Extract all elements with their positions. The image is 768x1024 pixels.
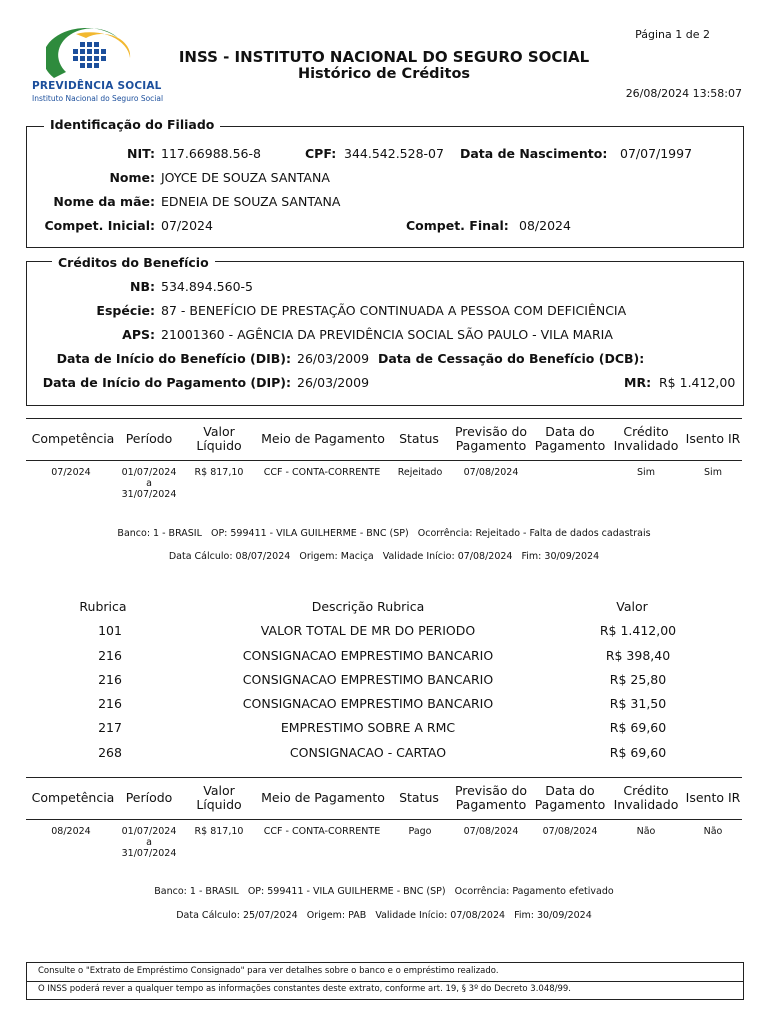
especie-value: 87 - BENEFÍCIO DE PRESTAÇÃO CONTINUADA A PESSOA COM DEFICIÊNCIA	[161, 303, 627, 318]
row-competencia: 07/2024	[51, 467, 91, 478]
aps-label: APS:	[122, 327, 155, 342]
filiado-legend: Identificação do Filiado	[44, 117, 220, 132]
header-previsao: Previsão do Pagamento	[454, 424, 528, 453]
rubrica-code: 216	[98, 672, 122, 687]
rubrica-valor: R$ 69,60	[609, 720, 667, 735]
footer-note-2: O INSS poderá rever a qualquer tempo as informações constantes deste extrato, conforme art. 19, § 3º do Decreto 3.048/99.	[38, 984, 572, 994]
logo-brand: PREVIDÊNCIA SOCIAL	[32, 80, 162, 92]
page-subtitle: Histórico de Créditos	[297, 66, 471, 82]
nascimento-label: Data de Nascimento:	[460, 146, 608, 161]
row-valor: R$ 817,10	[194, 826, 244, 837]
cpf-label: CPF:	[305, 146, 337, 161]
beneficio-legend: Créditos do Benefício	[52, 255, 215, 270]
cpf-value: 344.542.528-07	[344, 146, 444, 161]
mae-label: Nome da mãe:	[53, 194, 155, 209]
row-credito-invalidado: Não	[636, 826, 656, 837]
row-previsao: 07/08/2024	[463, 826, 519, 837]
header-competencia: Competência	[31, 431, 115, 446]
aps-value: 21001360 - AGÊNCIA DA PREVIDÊNCIA SOCIAL SÃO PAULO - VILA MARIA	[161, 327, 613, 342]
nit-value: 117.66988.56-8	[161, 146, 261, 161]
rubrica-valor: R$ 69,60	[609, 745, 667, 760]
compet-inicial-label: Compet. Inicial:	[44, 218, 155, 233]
header-credito-invalidado: Crédito Invalidado	[613, 424, 679, 453]
row-previsao: 07/08/2024	[463, 467, 519, 478]
header-meio-pagamento: Meio de Pagamento	[261, 790, 385, 805]
nascimento-value: 07/07/1997	[620, 146, 693, 161]
dib-value: 26/03/2009	[297, 351, 370, 366]
nit-label: NIT:	[127, 146, 155, 161]
descricao-header: Descrição Rubrica	[311, 599, 425, 614]
valor-header: Valor	[616, 599, 648, 614]
nome-value: JOYCE DE SOUZA SANTANA	[161, 170, 330, 185]
logo-subtitle: Instituto Nacional do Seguro Social	[32, 94, 164, 103]
header-meio-pagamento: Meio de Pagamento	[261, 431, 385, 446]
table-divider	[26, 418, 742, 419]
row-meio: CCF - CONTA-CORRENTE	[263, 467, 381, 478]
row-periodo: 01/07/2024 a 31/07/2024	[121, 826, 177, 859]
rubrica-valor: R$ 1.412,00	[599, 623, 677, 638]
row-meio: CCF - CONTA-CORRENTE	[263, 826, 381, 837]
row-valor: R$ 817,10	[194, 467, 244, 478]
rubrica-code: 216	[98, 696, 122, 711]
header-credito-invalidado: Crédito Invalidado	[613, 783, 679, 812]
rubrica-valor: R$ 31,50	[609, 696, 667, 711]
header-valor-liquido: Valor Líquido	[196, 783, 242, 812]
row-data-pagamento: 07/08/2024	[542, 826, 598, 837]
compet-inicial-value: 07/2024	[161, 218, 213, 233]
nb-value: 534.894.560-5	[161, 279, 253, 294]
compet-final-value: 08/2024	[519, 218, 571, 233]
table-divider	[26, 460, 742, 461]
rubrica-valor: R$ 398,40	[605, 648, 671, 663]
rubrica-code: 216	[98, 648, 122, 663]
rubrica-header: Rubrica	[79, 599, 127, 614]
header-previsao: Previsão do Pagamento	[454, 783, 528, 812]
header-status: Status	[399, 431, 439, 446]
compet-final-label: Compet. Final:	[406, 218, 509, 233]
header-isento-ir: Isento IR	[685, 431, 741, 446]
rubrica-descricao: CONSIGNACAO - CARTAO	[289, 745, 447, 760]
header-data-pagamento: Data do Pagamento	[534, 783, 606, 812]
footer-note-1: Consulte o "Extrato de Empréstimo Consignado" para ver detalhes sobre o banco e o empréstimo realizado.	[38, 966, 499, 976]
header-periodo: Período	[125, 431, 173, 446]
row-periodo: 01/07/2024 a 31/07/2024	[121, 467, 177, 500]
footer-notes	[26, 962, 744, 1000]
rubrica-descricao: CONSIGNACAO EMPRESTIMO BANCARIO	[242, 648, 494, 663]
header-competencia: Competência	[31, 790, 115, 805]
rubrica-code: 268	[98, 745, 122, 760]
report-datetime: 26/08/2024 13:58:07	[625, 87, 742, 100]
row-isento-ir: Não	[703, 826, 723, 837]
rubrica-descricao: CONSIGNACAO EMPRESTIMO BANCARIO	[242, 672, 494, 687]
mr-label: MR:	[624, 375, 652, 390]
rubrica-descricao: CONSIGNACAO EMPRESTIMO BANCARIO	[242, 696, 494, 711]
row-status: Pago	[408, 826, 432, 837]
header-valor-liquido: Valor Líquido	[196, 424, 242, 453]
calculo-line: Data Cálculo: 08/07/2024 Origem: Maciça Validade Início: 07/08/2024 Fim: 30/09/2024	[168, 551, 600, 562]
row-competencia: 08/2024	[51, 826, 91, 837]
row-status: Rejeitado	[397, 467, 443, 478]
row-credito-invalidado: Sim	[637, 467, 655, 478]
mr-value: R$ 1.412,00	[659, 375, 736, 390]
header-isento-ir: Isento IR	[685, 790, 741, 805]
table-divider	[26, 777, 742, 778]
especie-label: Espécie:	[96, 303, 155, 318]
banco-line: Banco: 1 - BRASIL OP: 599411 - VILA GUILHERME - BNC (SP) Ocorrência: Rejeitado - Falta de dados cadastrais	[117, 528, 651, 539]
header-data-pagamento: Data do Pagamento	[534, 424, 606, 453]
previdencia-logo	[46, 28, 136, 84]
rubrica-descricao: VALOR TOTAL DE MR DO PERIODO	[260, 623, 476, 638]
row-isento-ir: Sim	[704, 467, 722, 478]
rubrica-code: 217	[98, 720, 122, 735]
calculo-line: Data Cálculo: 25/07/2024 Origem: PAB Validade Início: 07/08/2024 Fim: 30/09/2024	[176, 910, 592, 921]
rubrica-descricao: EMPRESTIMO SOBRE A RMC	[280, 720, 456, 735]
rubrica-valor: R$ 25,80	[609, 672, 667, 687]
dib-label: Data de Início do Benefício (DIB):	[56, 351, 291, 366]
dcb-label: Data de Cessação do Benefício (DCB):	[378, 351, 645, 366]
dip-label: Data de Início do Pagamento (DIP):	[42, 375, 291, 390]
dip-value: 26/03/2009	[297, 375, 370, 390]
nome-label: Nome:	[109, 170, 155, 185]
footer-divider	[27, 981, 743, 982]
table-divider	[26, 819, 742, 820]
header-periodo: Período	[125, 790, 173, 805]
banco-line: Banco: 1 - BRASIL OP: 599411 - VILA GUILHERME - BNC (SP) Ocorrência: Pagamento efetivado	[154, 886, 614, 897]
rubrica-code: 101	[98, 623, 122, 638]
nb-label: NB:	[130, 279, 155, 294]
mae-value: EDNEIA DE SOUZA SANTANA	[161, 194, 341, 209]
header-status: Status	[399, 790, 439, 805]
page-number: Página 1 de 2	[635, 28, 710, 41]
page-title: INSS - INSTITUTO NACIONAL DO SEGURO SOCIAL	[178, 48, 590, 66]
